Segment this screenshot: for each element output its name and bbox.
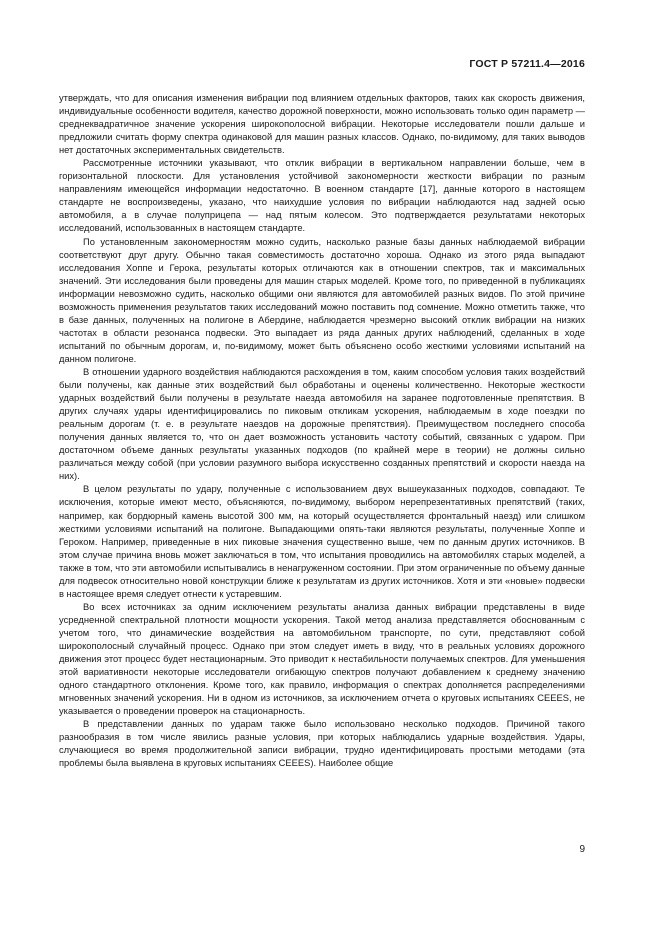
standard-designation: ГОСТ Р 57211.4—2016 (469, 58, 585, 70)
paragraph-6: Во всех источниках за одним исключением результаты анализа данных вибрации представлены в виде усредненной спектральной плотности мощности ускорения. Такой метод анализа представляется обоснованным с учетом того, что динамические воздействия на автомобильном транспорте, по сути, представляют собой широкополосный случайный процесс. Однако при этом следует иметь в виду, что в реальных условиях дорожного движения этот процесс будет нестационарным. Это приводит к нестабильности получаемых спектров. Для уменьшения этой вариативности некоторые исследователи огибающую спектров получают добавлением к среднему значению одного стандартного отклонения. Кроме того, как правило, информация о спектрах дополняется распределениями мгновенных значений ускорения. Ни в одном из источников, за исключением отчета о круговых испытаниях CEEES, не указывается о проведении проверок на стационарность. (59, 601, 585, 717)
paragraph-3: По установленным закономерностям можно судить, насколько разные базы данных наблюдаемой вибрации соответствуют друг другу. Обычно такая совместимость достаточно хороша. Однако из этого ряда выпадают исследования Хоппе и Герока, результаты которых отличаются как в отношении спектров, так и максимальных значений. Эти исследования были проведены для машин старых моделей. Кроме того, по приведенной в публикациях информации невозможно судить, насколько общими они являются для автомобилей разных видов. По этой причине возможность применения результатов таких исследований можно поставить под сомнение. Можно отметить также, что в базе данных, полученных на полигоне в Абердине, наблюдается чрезмерно высокий отклик вибрации на низких частотах в области резонанса подвески. Это выпадает из ряда данных других наблюдений, сделанных в ходе испытаний по обычным дорогам, и, по-видимому, может быть объяснено особо жесткими условиями испытаний на данном полигоне. (59, 236, 585, 364)
page-number: 9 (579, 844, 585, 855)
paragraph-7: В представлении данных по ударам также было использовано несколько подходов. Причиной такого разнообразия в том числе явились разные условия, при которых наблюдались ударные воздействия. Удары, случающиеся во время продолжительной записи вибрации, трудно идентифицировать простыми методами (эта проблемы была выявлена в круговых испытаниях CEEES). Наиболее общие (59, 719, 585, 769)
paragraph-5: В целом результаты по удару, полученные с использованием двух вышеуказанных подходов, совпадают. Те исключения, которые имеют место, объясняются, по-видимому, выбором нерепрезентативных препятствий (таких, например, как бордюрный камень высотой 300 мм, на который осуществляется фронтальный наезд) или слишком жесткими условиями испытаний на полигоне. Выпадающими опять-таки являются результаты, полученные Хоппе и Героком. Например, приведенные в них пиковые значения существенно выше, чем по данным других источников. В этом случае причина вновь может заключаться в том, что испытания проводились на автомобилях старых моделей, а также в том, что эти автомобили испытывались в ненагруженном состоянии. При этом ограниченные по объему данные для подвесок относительно новой конструкции ближе к результатам из других источников. Хотя и эти «новые» подвески в настоящее время следует отнести к устаревшим. (59, 484, 585, 599)
paragraph-4: В отношении ударного воздействия наблюдаются расхождения в том, каким способом условия таких воздействий были получены, как данные этих воздействий был обработаны и оценены количественно. Некоторые жесткости ударных воздействий были получены в результате наезда автомобиля на заранее подготовленные препятствия. В других случаях удары идентифицировались по пиковым откликам ускорения, наблюдаемым в ходе поездки по реальным дорогам (т. е. в результате наездов на дорожные препятствия). Преимуществом последнего способа получения данных является то, что он дает возможность установить частоту событий, связанных с ударом. При достаточном объеме данных результаты указанных подходов (по крайней мере в теории) не должны сильно различаться между собой (при условии разумного выбора искусственно созданных препятствий и скорости наезда на них). (59, 366, 585, 482)
document-body (59, 92, 585, 770)
paragraph-2: Рассмотренные источники указывают, что отклик вибрации в вертикальном направлении больше, чем в горизонтальной плоскости. Для установления устойчивой закономерности жесткости вибрации по разным направлениям имеющейся информации недостаточно. В военном стандарте [17], данные которого в настоящем стандарте не воспроизведены, указано, что наихудшие условия по вибрации наблюдаются над задней осью автомобиля, а в случае полуприцепа — над пятым колесом. Это подтверждается результатами некоторых исследований, использованных в настоящем стандарте. (59, 158, 585, 234)
paragraph-1: утверждать, что для описания изменения вибрации под влиянием отдельных факторов, таких как скорость движения, индивидуальные особенности водителя, качество дорожной поверхности, можно использовать только один параметр — среднеквадратичное значение ускорения широкополосной вибрации. Некоторые исследователи пошли дальше и предложили считать форму спектра одинаковой для машин разных классов. Однако, по-видимому, для таких выводов нет достаточных экспериментальных свидетельств. (59, 93, 585, 156)
